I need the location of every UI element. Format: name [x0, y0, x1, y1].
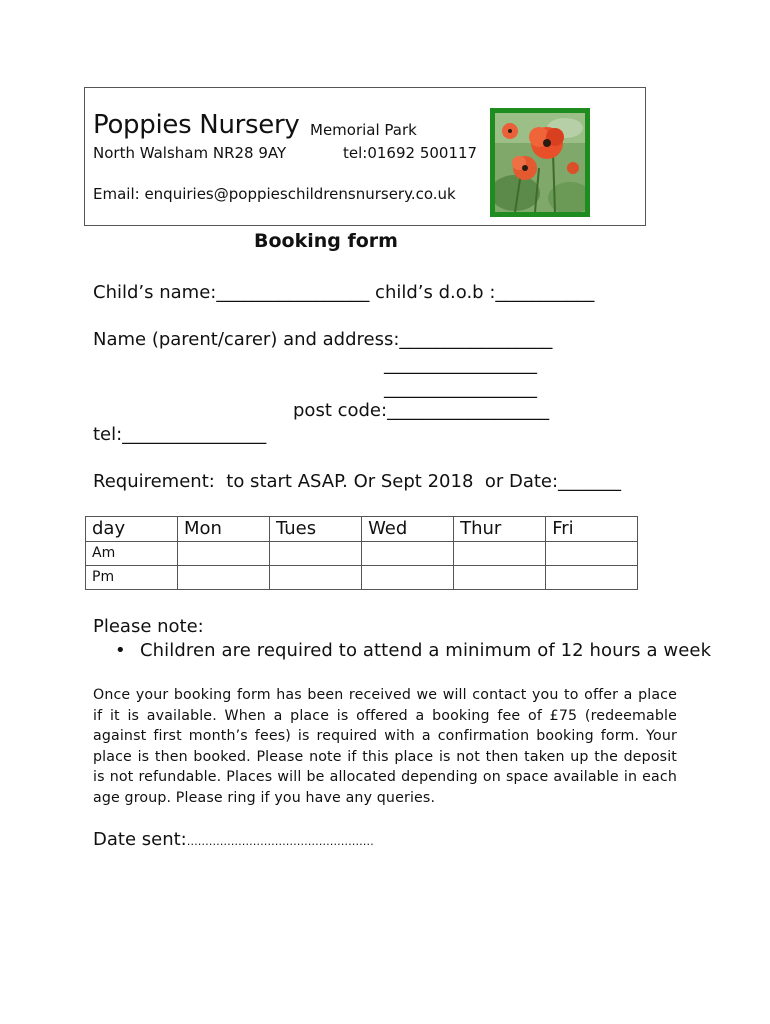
poppy-photo-icon: [490, 108, 590, 217]
minimum-hours-note: Children are required to attend a minimum of 12 hours a week: [140, 640, 712, 661]
table-row: [86, 542, 638, 566]
days-table: [85, 516, 638, 590]
table-cell[interactable]: [177, 566, 269, 590]
table-cell[interactable]: [454, 566, 546, 590]
table-cell[interactable]: [362, 566, 454, 590]
park-name: Memorial Park: [310, 121, 417, 139]
requirement-line[interactable]: Requirement: to start ASAP. Or Sept 2018 or Date:_______: [93, 471, 622, 492]
table-cell[interactable]: [362, 542, 454, 566]
tel-line[interactable]: tel:________________: [93, 424, 267, 445]
row-label: Am: [86, 542, 178, 566]
header-box: [84, 87, 646, 226]
address-line-2[interactable]: _________________: [384, 354, 537, 375]
table-header-cell: Mon: [177, 517, 269, 542]
date-sent-dots: ……………………………………………: [186, 835, 374, 848]
table-cell[interactable]: [546, 566, 638, 590]
parent-address-line[interactable]: Name (parent/carer) and address:_________________: [93, 329, 553, 350]
form-title: Booking form: [254, 230, 398, 252]
table-header-cell: Wed: [362, 517, 454, 542]
please-note-title: Please note:: [93, 616, 204, 637]
table-cell[interactable]: [269, 542, 361, 566]
row-label: Pm: [86, 566, 178, 590]
post-code-line[interactable]: post code:__________________: [293, 400, 550, 421]
date-sent-line[interactable]: [93, 829, 374, 850]
booking-info-paragraph: Once your booking form has been received we will contact you to offer a place if it is available. When a place is offered a booking fee of £75 (redeemable against first month’s fees) is required with a confirmation booking form. Your place is then booked. Please note if this place is not then taken up the deposit is not refundable. Places will be allocated depending on space available in each age group. Please ring if you have any queries.: [93, 687, 677, 806]
nursery-email: Email: enquiries@poppieschildrensnursery.co.uk: [93, 185, 456, 203]
days-table-header: [86, 517, 638, 542]
nursery-name: Poppies Nursery: [93, 110, 300, 140]
table-header-cell: Tues: [269, 517, 361, 542]
table-cell[interactable]: [546, 542, 638, 566]
nursery-phone: tel:01692 500117: [343, 144, 478, 162]
bullet-icon: •: [115, 640, 126, 661]
address-line-3[interactable]: _________________: [384, 378, 537, 399]
table-cell[interactable]: [454, 542, 546, 566]
table-cell[interactable]: [177, 542, 269, 566]
town-postcode: North Walsham NR28 9AY: [93, 144, 287, 162]
table-header-cell: Fri: [546, 517, 638, 542]
table-header-cell: Thur: [454, 517, 546, 542]
table-row: [86, 566, 638, 590]
date-sent-label: Date sent:: [93, 829, 187, 850]
table-header-cell: day: [86, 517, 178, 542]
childs-name-dob-line[interactable]: Child’s name:_________________ child’s d.o.b :___________: [93, 282, 595, 303]
table-cell[interactable]: [269, 566, 361, 590]
